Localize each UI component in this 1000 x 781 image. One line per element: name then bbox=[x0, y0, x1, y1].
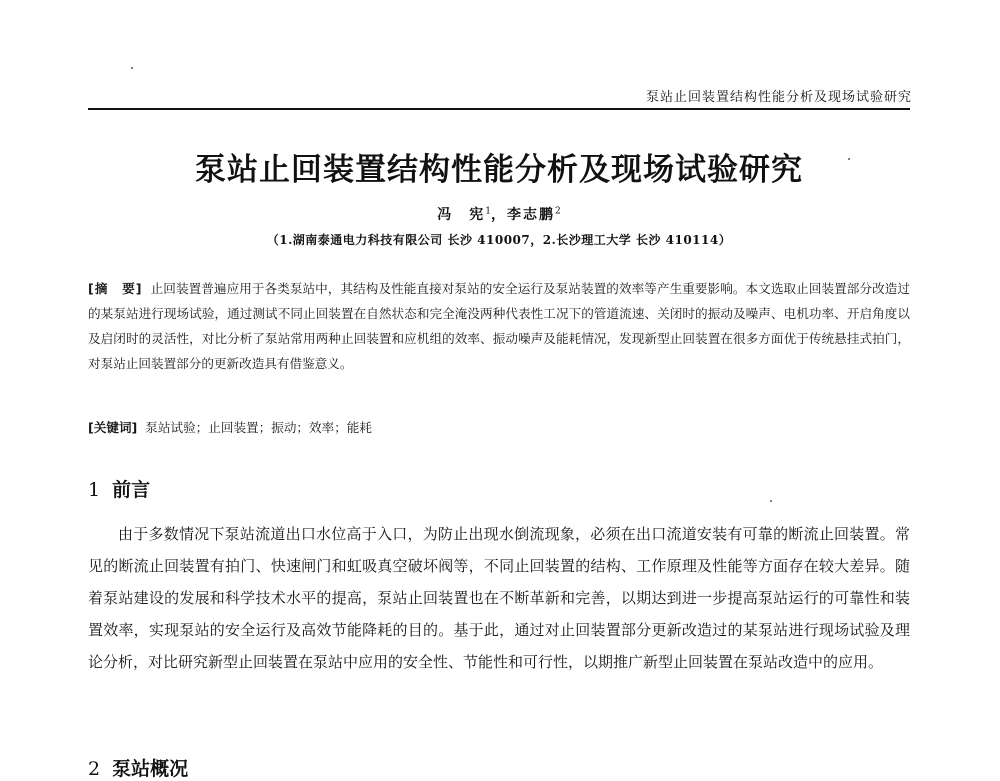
author-affiliation-mark: 2 bbox=[555, 206, 561, 217]
section-number: 2 bbox=[88, 758, 101, 780]
author-line bbox=[88, 204, 910, 224]
abstract-text: 止回装置普遍应用于各类泵站中，其结构及性能直接对泵站的安全运行及泵站装置的效率等产生重要影响。本文选取止回装置部分改造过的某泵站进行现场试验，通过测试不同止回装置在自然状态和完全淹没两种代表性工况下的管道流速、关闭时的振动及噪声、电机功率、开启角度以及启闭时的灵活性，对比分析了泵站常用两种止回装置和应机组的效率、振动噪声及能耗情况，发现新型止回装置在很多方面优于传统悬挂式拍门，对泵站止回装置部分的更新改造具有借鉴意义。 bbox=[88, 281, 911, 371]
scan-speck bbox=[770, 500, 772, 502]
header-rule bbox=[88, 108, 910, 110]
section-number: 1 bbox=[88, 479, 101, 501]
body-paragraph: 由于多数情况下泵站流道出口水位高于入口，为防止出现水倒流现象，必须在出口流道安装有可靠的断流止回装置。常见的断流止回装置有拍门、快速闸门和虹吸真空破坏阀等，不同止回装置的结构、工作原理及性能等方面存在较大差异。随着泵站建设的发展和科学技术水平的提高，泵站止回装置也在不断革新和完善，以期达到进一步提高泵站运行的可靠性和装置效率，实现泵站的安全运行及高效节能降耗的目的。基于此，通过对止回装置部分更新改造过的某泵站进行现场试验及理论分析，对比研究新型止回装置在泵站中应用的安全性、节能性和可行性，以期推广新型止回装置在泵站改造中的应用。 bbox=[88, 525, 910, 671]
abstract-label: [摘 要] bbox=[88, 281, 143, 296]
running-header: 泵站止回装置结构性能分析及现场试验研究 bbox=[645, 90, 912, 105]
author-affiliation-mark: 1 bbox=[485, 206, 491, 217]
section-title: 泵站概况 bbox=[112, 758, 189, 780]
abstract bbox=[88, 276, 910, 376]
affiliation-line: （1.湖南泰通电力科技有限公司 长沙 410007，2.长沙理工大学 长沙 410114） bbox=[266, 233, 732, 247]
section-heading-2 bbox=[88, 754, 188, 781]
section-heading-1 bbox=[88, 475, 150, 502]
paper-title: 泵站止回装置结构性能分析及现场试验研究 bbox=[195, 152, 803, 188]
section-title: 前言 bbox=[112, 479, 151, 501]
author-separator: ， bbox=[491, 207, 507, 223]
keywords-label: [关键词] bbox=[88, 420, 138, 435]
author-name: 冯 宪 bbox=[437, 207, 486, 223]
author-name: 李志鹏 bbox=[507, 207, 555, 223]
scan-speck bbox=[131, 67, 133, 69]
keywords bbox=[88, 415, 910, 440]
keywords-text: 泵站试验；止回装置；振动；效率；能耗 bbox=[145, 420, 372, 435]
